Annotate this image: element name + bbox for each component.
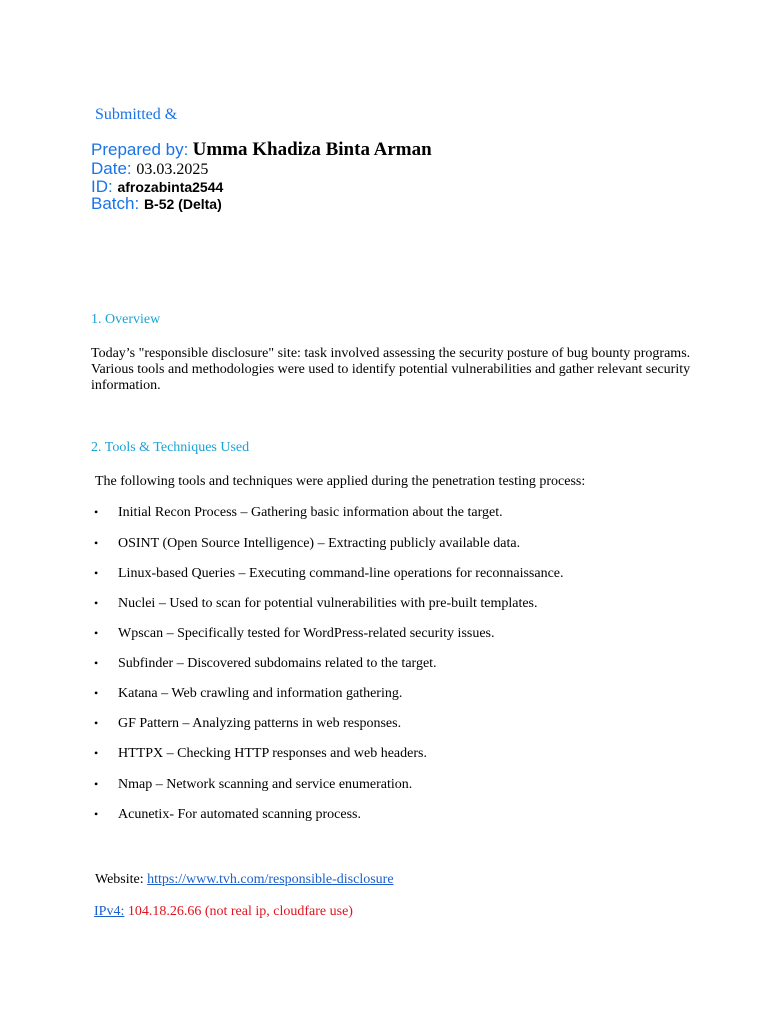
list-item-text: Katana – Web crawling and information gathering. bbox=[118, 686, 403, 701]
batch-label: Batch: bbox=[91, 194, 140, 213]
list-item-text: OSINT (Open Source Intelligence) – Extracting publicly available data. bbox=[118, 536, 521, 551]
website-link[interactable]: https://www.tvh.com/responsible-disclosure bbox=[147, 872, 394, 887]
overview-paragraph: Today’s "responsible disclosure" site: task involved assessing the security posture of bug bounty programs. Various tools and methodologies were used to identify potential vulnerabilities and gather relevant security information. bbox=[91, 346, 691, 393]
batch-value: B-52 (Delta) bbox=[143, 196, 222, 212]
ipv4-label: IPv4: bbox=[94, 904, 125, 919]
bullet-icon: • bbox=[94, 596, 99, 610]
list-item-text: Subfinder – Discovered subdomains related to the target. bbox=[118, 656, 437, 671]
id-value: afrozabinta2544 bbox=[117, 179, 224, 195]
overview-heading: 1. Overview bbox=[91, 312, 161, 327]
bullet-icon: • bbox=[94, 626, 99, 640]
prepared-by-label: Prepared by: bbox=[91, 140, 189, 159]
date-value: 03.03.2025 bbox=[136, 161, 209, 178]
id-label: ID: bbox=[91, 177, 113, 196]
tools-heading: 2. Tools & Techniques Used bbox=[91, 440, 250, 455]
bullet-icon: • bbox=[94, 686, 99, 700]
tools-intro: The following tools and techniques were applied during the penetration testing process: bbox=[95, 474, 586, 489]
list-item-text: Acunetix- For automated scanning process. bbox=[118, 807, 361, 822]
bullet-icon: • bbox=[94, 716, 99, 730]
list-item-text: Nmap – Network scanning and service enumeration. bbox=[118, 777, 413, 792]
bullet-icon: • bbox=[94, 566, 99, 580]
list-item-text: Wpscan – Specifically tested for WordPress-related security issues. bbox=[118, 626, 495, 641]
ipv4-line bbox=[94, 904, 353, 920]
date-label: Date: bbox=[91, 159, 132, 178]
bullet-icon: • bbox=[94, 536, 99, 550]
submitted-label: Submitted & bbox=[95, 106, 178, 123]
bullet-icon: • bbox=[94, 746, 99, 760]
list-item-text: Initial Recon Process – Gathering basic information about the target. bbox=[118, 505, 503, 520]
website-label: Website: bbox=[95, 872, 144, 887]
bullet-icon: • bbox=[94, 807, 99, 821]
bullet-icon: • bbox=[94, 505, 99, 519]
bullet-icon: • bbox=[94, 777, 99, 791]
list-item-text: Nuclei – Used to scan for potential vulnerabilities with pre-built templates. bbox=[118, 596, 538, 611]
website-line bbox=[95, 872, 394, 888]
author-name: Umma Khadiza Binta Arman bbox=[192, 139, 432, 160]
batch-line bbox=[91, 195, 222, 213]
ipv4-value: 104.18.26.66 (not real ip, cloudfare use) bbox=[124, 904, 353, 919]
prepared-by-line bbox=[91, 141, 432, 159]
list-item-text: GF Pattern – Analyzing patterns in web responses. bbox=[118, 716, 402, 731]
bullet-icon: • bbox=[94, 656, 99, 670]
list-item-text: Linux-based Queries – Executing command-line operations for reconnaissance. bbox=[118, 566, 564, 581]
list-item-text: HTTPX – Checking HTTP responses and web headers. bbox=[118, 746, 427, 761]
